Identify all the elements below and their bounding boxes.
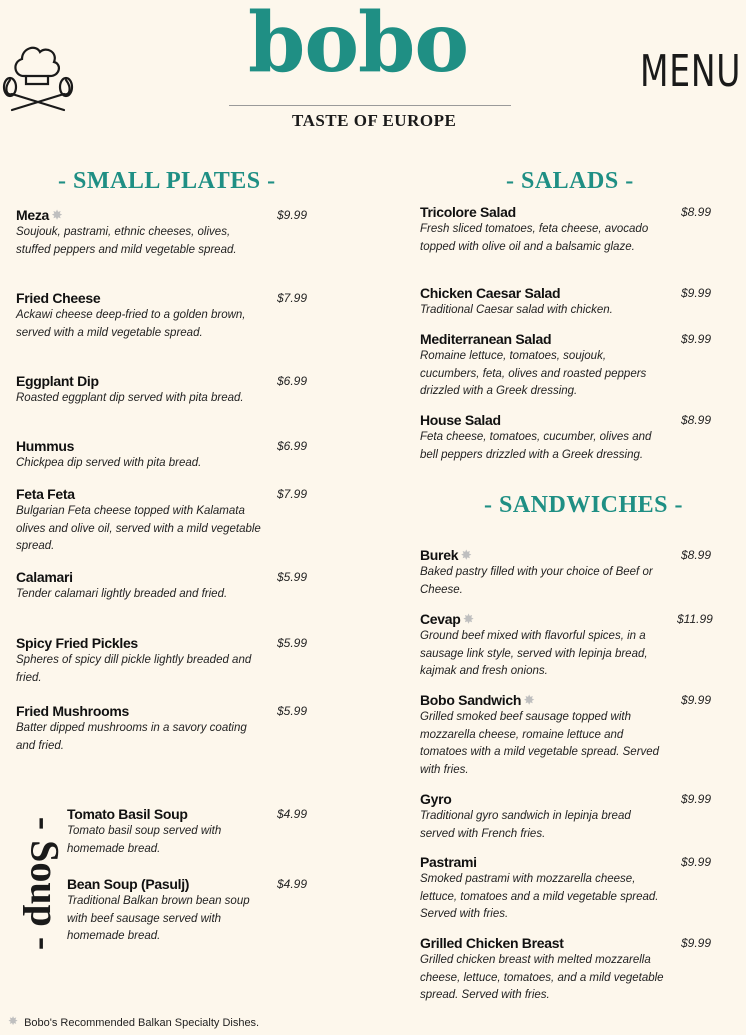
menu-item-hummus: [16, 438, 266, 473]
specialty-icon: ✸: [463, 612, 474, 626]
item-price: $5.99: [277, 570, 308, 584]
menu-item-bobo-sandwich: [420, 692, 665, 779]
item-price: $4.99: [277, 807, 308, 821]
item-name: Meza: [16, 207, 50, 223]
item-price: $4.99: [277, 877, 308, 891]
item-name: Tricolore Salad: [420, 204, 516, 220]
item-name: Cevap: [420, 611, 461, 627]
item-description: Smoked pastrami with mozzarella cheese, lettuce, tomatoes and a mild vegetable spread. Served with fries.: [420, 873, 659, 920]
menu-item-mediterranean-salad: [420, 331, 665, 401]
item-name: Calamari: [16, 569, 73, 585]
item-name: Pastrami: [420, 854, 477, 870]
item-description: Spheres of spicy dill pickle lightly breaded and fried.: [16, 654, 252, 684]
item-price: $5.99: [277, 704, 308, 718]
menu-item-tomato-basil-soup: [67, 806, 257, 858]
menu-item-cevap: [420, 611, 665, 681]
item-price: $6.99: [277, 439, 308, 453]
chef-hat-spoons-icon: [2, 32, 74, 117]
item-price: $8.99: [681, 205, 712, 219]
menu-item-fried-cheese: [16, 290, 266, 342]
item-price: $9.99: [277, 208, 308, 222]
item-description: Grilled chicken breast with melted mozzarella cheese, lettuce, tomatoes, and a mild vegetable spread. Served with fries.: [420, 954, 664, 1001]
menu-item-eggplant-dip: [16, 373, 266, 408]
menu-item-gyro: [420, 791, 665, 843]
item-name: Eggplant Dip: [16, 373, 99, 389]
item-description: Soujouk, pastrami, ethnic cheeses, olives, stuffed peppers and mild vegetable spread.: [16, 226, 237, 256]
item-price: $9.99: [681, 332, 712, 346]
item-name: Tomato Basil Soup: [67, 806, 188, 822]
item-description: Batter dipped mushrooms in a savory coating and fried.: [16, 722, 247, 752]
item-description: Traditional gyro sandwich in lepinja bread served with French fries.: [420, 810, 631, 840]
menu-item-spicy-fried-pickles: [16, 635, 266, 687]
item-name: Spicy Fried Pickles: [16, 635, 138, 651]
item-name: Fried Cheese: [16, 290, 101, 306]
item-name: Mediterranean Salad: [420, 331, 552, 347]
sandwiches-heading: - SANDWICHES -: [484, 492, 684, 518]
item-price: $7.99: [277, 487, 308, 501]
item-price: $8.99: [681, 548, 712, 562]
item-name: Fried Mushrooms: [16, 703, 129, 719]
specialty-note: Bobo's Recommended Balkan Specialty Dishes.: [24, 1017, 260, 1029]
item-description: Traditional Caesar salad with chicken.: [420, 304, 613, 316]
menu-item-calamari: [16, 569, 266, 604]
item-name: Chicken Caesar Salad: [420, 285, 561, 301]
menu-item-house-salad: [420, 412, 665, 464]
menu-item-chicken-caesar-salad: [420, 285, 665, 320]
item-description: Grilled smoked beef sausage topped with mozzarella cheese, romaine lettuce and tomatoes with a mild vegetable spread. Served with fries.: [420, 711, 660, 776]
item-description: Roasted eggplant dip served with pita bread.: [16, 392, 244, 404]
specialty-icon: ✸: [524, 693, 534, 707]
item-name: Feta Feta: [16, 486, 75, 502]
item-description: Tender calamari lightly breaded and fried.: [16, 588, 228, 600]
item-description: Ground beef mixed with flavorful spices, in a sausage link style, served with lepinja bread, kajmak and fresh onions.: [420, 630, 648, 677]
item-description: Chickpea dip served with pita bread.: [16, 457, 202, 469]
menu-item-bean-soup: [67, 876, 257, 946]
menu-item-burek: [420, 547, 665, 599]
footer-note: [8, 1014, 259, 1029]
menu-item-tricolore-salad: [420, 204, 665, 256]
item-name: Burek: [420, 547, 459, 563]
specialty-icon: ✸: [461, 548, 471, 562]
item-description: Feta cheese, tomatoes, cucumber, olives and bell peppers drizzled with a Greek dressing.: [420, 431, 652, 461]
item-name: Bean Soup (Pasulj): [67, 876, 190, 892]
menu-item-meza: [16, 207, 266, 259]
item-price: $6.99: [277, 374, 308, 388]
soup-heading: - Soup -: [22, 816, 68, 951]
item-name: Bobo Sandwich: [420, 692, 522, 708]
small-plates-heading: - SMALL PLATES -: [58, 168, 276, 194]
specialty-icon: ✸: [52, 208, 62, 222]
item-price: $9.99: [681, 792, 712, 806]
specialty-icon: ✸: [8, 1014, 19, 1028]
item-price: $9.99: [681, 936, 712, 950]
salads-heading: - SALADS -: [506, 168, 634, 194]
item-description: Traditional Balkan brown bean soup with beef sausage served with homemade bread.: [67, 895, 250, 942]
item-description: Tomato basil soup served with homemade bread.: [67, 825, 222, 855]
item-name: Gyro: [420, 791, 452, 807]
item-name: House Salad: [420, 412, 501, 428]
item-description: Romaine lettuce, tomatoes, soujouk, cucumbers, feta, olives and roasted peppers drizzled with a Greek dressing.: [420, 350, 647, 397]
logo: bobo: [248, 0, 469, 91]
item-price: $9.99: [681, 855, 712, 869]
item-name: Grilled Chicken Breast: [420, 935, 564, 951]
item-description: Fresh sliced tomatoes, feta cheese, avocado topped with olive oil and a balsamic glaze.: [420, 223, 649, 253]
item-description: Baked pastry filled with your choice of Beef or Cheese.: [420, 566, 653, 596]
menu-item-fried-mushrooms: [16, 703, 266, 755]
item-price: $7.99: [277, 291, 308, 305]
logo-divider: [229, 105, 511, 106]
item-price: $9.99: [681, 286, 712, 300]
item-price: $11.99: [677, 612, 713, 626]
menu-item-pastrami: [420, 854, 665, 924]
menu-item-grilled-chicken-breast: [420, 935, 665, 1005]
item-price: $8.99: [681, 413, 712, 427]
menu-item-feta-feta: [16, 486, 266, 556]
item-price: $9.99: [681, 693, 712, 707]
item-description: Ackawi cheese deep-fried to a golden brown, served with a mild vegetable spread.: [16, 309, 246, 339]
item-price: $5.99: [277, 636, 308, 650]
tagline: TASTE OF EUROPE: [292, 111, 457, 130]
item-description: Bulgarian Feta cheese topped with Kalamata olives and olive oil, served with a mild vegetable spread.: [16, 505, 261, 552]
item-name: Hummus: [16, 438, 75, 454]
menu-title: MENU: [640, 46, 742, 97]
